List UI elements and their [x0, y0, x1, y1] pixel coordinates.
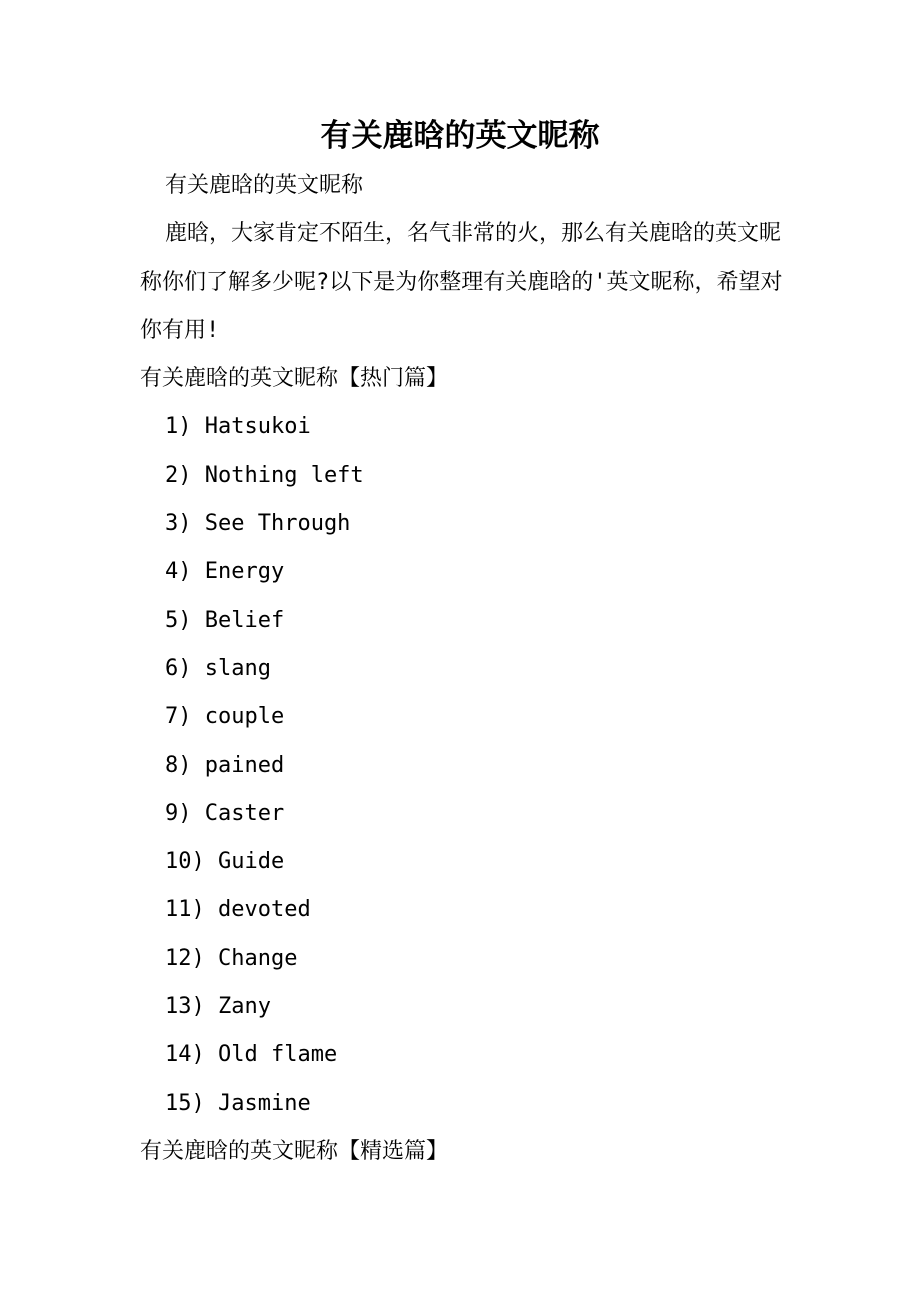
- subtitle: 有关鹿晗的英文昵称: [165, 173, 364, 198]
- document-body: [140, 162, 790, 1176]
- list-item: 7) couple: [165, 704, 285, 730]
- list-item: 13) Zany: [165, 994, 271, 1020]
- list-item: 15) Jasmine: [165, 1090, 311, 1116]
- list-item: 11) devoted: [165, 897, 311, 923]
- list-item: 5) Belief: [165, 607, 285, 633]
- section-heading-selected: 有关鹿晗的英文昵称【精选篇】: [140, 1138, 449, 1164]
- list-item: 6) slang: [165, 655, 271, 681]
- document-title: 有关鹿晗的英文昵称: [320, 118, 600, 154]
- section-heading-hot: 有关鹿晗的英文昵称【热门篇】: [140, 366, 449, 392]
- list-item: 1) Hatsukoi: [165, 414, 311, 440]
- list-item: 10) Guide: [165, 849, 285, 875]
- list-item: 8) pained: [165, 752, 285, 778]
- list-item: 12) Change: [165, 945, 298, 971]
- intro-paragraph: 鹿晗，大家肯定不陌生，名气非常的火，那么有关鹿晗的英文昵称你们了解多少呢?以下是为你整理有关鹿晗的'英文昵称，希望对你有用!: [140, 221, 783, 343]
- list-item: 14) Old flame: [165, 1042, 338, 1068]
- list-item: 9) Caster: [165, 800, 285, 826]
- list-item: 3) See Through: [165, 511, 351, 537]
- list-item: 4) Energy: [165, 559, 285, 585]
- list-item: 2) Nothing left: [165, 462, 364, 488]
- nickname-list: [140, 403, 790, 1127]
